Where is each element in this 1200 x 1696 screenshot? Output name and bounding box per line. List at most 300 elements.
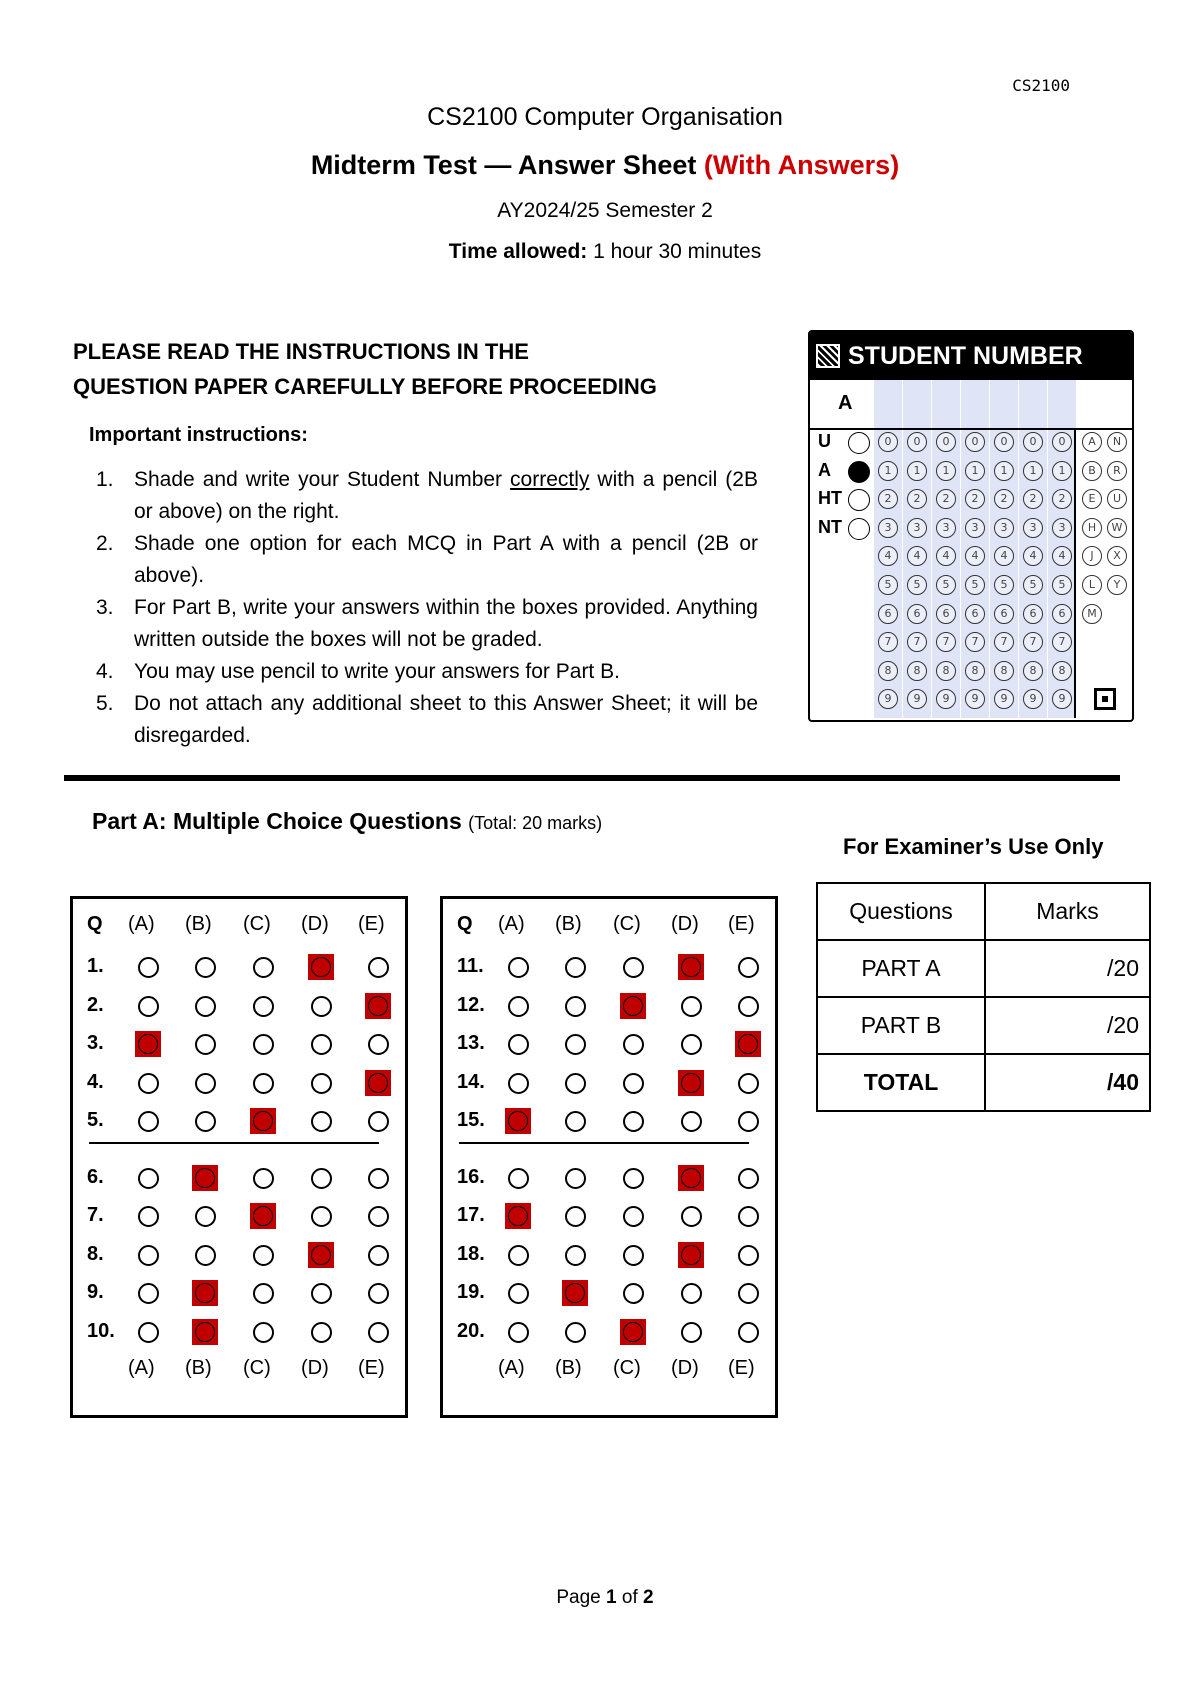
mcq-option-bubble[interactable] [195,1111,216,1132]
student-number-digit-bubble[interactable]: 1 [878,461,898,481]
examiner-col-marks: Marks [985,883,1150,940]
mcq-option-bubble[interactable] [368,1322,389,1343]
mcq-option-bubble[interactable] [738,1073,759,1094]
footer-current-page: 1 [606,1587,617,1608]
student-number-digit-bubble[interactable]: 6 [878,604,898,624]
student-number-check-bubble[interactable]: H [1082,518,1102,538]
read-instructions-line-1: PLEASE READ THE INSTRUCTIONS IN THE [73,339,529,364]
read-instructions-line-2: QUESTION PAPER CAREFULLY BEFORE PROCEEDING [73,374,657,399]
student-number-check-bubble[interactable]: E [1082,489,1102,509]
mcq-header-option: (A) [128,913,155,935]
student-number-prefix-bubble[interactable] [848,489,870,511]
mcq-answer-bubble[interactable] [678,1165,704,1191]
student-number-digit-bubble[interactable]: 1 [1023,461,1043,481]
mcq-option-bubble[interactable] [738,957,759,978]
footer-total-pages: 2 [643,1587,654,1608]
student-number-digit-bubble[interactable]: 7 [994,632,1014,652]
mcq-option-bubble[interactable] [565,957,586,978]
student-number-prefix-bubble[interactable] [848,461,870,483]
student-number-check-bubble[interactable]: B [1082,461,1102,481]
mcq-option-bubble[interactable] [681,1206,702,1227]
time-allowed-value: 1 hour 30 minutes [593,240,762,263]
mcq-answer-bubble[interactable] [678,1070,704,1096]
instruction-text: For Part B, write your answers within the boxes provided. Anything written outside the boxes will not be graded. [134,596,758,651]
mcq-answer-bubble[interactable] [735,1031,761,1057]
mcq-header-option: (D) [671,913,699,935]
examiner-col-questions: Questions [817,883,985,940]
mcq-option-bubble[interactable] [253,1073,274,1094]
mcq-option-bubble[interactable] [623,1111,644,1132]
mcq-option-bubble[interactable] [508,996,529,1017]
student-number-digit-bubble[interactable]: 8 [965,661,985,681]
mcq-option-bubble[interactable] [623,1283,644,1304]
mcq-option-bubble[interactable] [623,1168,644,1189]
mcq-option-bubble[interactable] [681,1111,702,1132]
mcq-option-bubble[interactable] [368,1283,389,1304]
mcq-option-bubble[interactable] [508,1073,529,1094]
mcq-option-bubble[interactable] [368,1111,389,1132]
mcq-option-bubble[interactable] [368,1206,389,1227]
student-number-digit-bubble[interactable]: 0 [965,432,985,452]
student-number-check-bubble[interactable]: J [1082,546,1102,566]
mcq-answer-bubble[interactable] [308,1242,334,1268]
mcq-group-divider [459,1142,749,1144]
mcq-answer-bubble[interactable] [505,1108,531,1134]
mcq-option-bubble[interactable] [565,1111,586,1132]
student-number-digit-bubble[interactable]: 2 [1052,489,1072,509]
student-number-divider [810,428,1132,430]
mcq-option-bubble[interactable] [253,1283,274,1304]
instruction-text [134,464,758,528]
examiner-row [817,1054,1150,1111]
mcq-answer-bubble[interactable] [308,954,334,980]
instructions-list [96,464,758,752]
mcq-option-bubble[interactable] [311,1206,332,1227]
examiner-row-label: PART A [817,940,985,997]
mcq-header-option: (E) [728,913,755,935]
mcq-option-bubble[interactable] [138,996,159,1017]
footer-of: of [621,1587,638,1608]
mcq-header-q: Q [457,913,473,935]
mcq-option-bubble[interactable] [681,1034,702,1055]
part-a-heading [92,808,602,835]
test-title [0,150,1200,181]
mcq-answer-bubble[interactable] [250,1108,276,1134]
student-number-check-bubble[interactable]: R [1107,461,1127,481]
mcq-panel-left [70,896,408,1418]
time-allowed-label: Time allowed: [448,240,588,263]
mcq-option-bubble[interactable] [138,1322,159,1343]
mcq-answer-bubble[interactable] [620,1319,646,1345]
mcq-question-number: 10. [87,1319,115,1342]
important-instructions-heading: Important instructions: [89,424,308,446]
mcq-option-bubble[interactable] [311,996,332,1017]
mcq-footer-option: (D) [671,1357,699,1379]
mcq-option-bubble[interactable] [253,1168,274,1189]
examiner-row-marks[interactable]: /40 [985,1054,1150,1111]
student-number-check-divider [1074,428,1076,718]
mcq-question-number: 4. [87,1070,104,1093]
student-number-digit-bubble[interactable]: 0 [1023,432,1043,452]
student-number-digit-bubble[interactable]: 6 [1023,604,1043,624]
mcq-option-bubble[interactable] [311,1283,332,1304]
mcq-question-number: 2. [87,993,104,1016]
course-title: CS2100 Computer Organisation [427,103,783,131]
student-number-digit-bubble[interactable]: 6 [965,604,985,624]
instruction-item [96,688,758,752]
mcq-option-bubble[interactable] [738,1283,759,1304]
instruction-item [96,528,758,592]
mcq-option-bubble[interactable] [368,1168,389,1189]
mcq-question-number: 6. [87,1165,104,1188]
mcq-header-option: (C) [613,913,641,935]
student-number-digit-bubble[interactable]: 6 [1052,604,1072,624]
mcq-question-number: 17. [457,1204,485,1226]
mcq-option-bubble[interactable] [508,1283,529,1304]
student-number-digit-bubble[interactable]: 5 [1023,575,1043,595]
mcq-option-bubble[interactable] [738,1206,759,1227]
mcq-question-number: 16. [457,1165,485,1188]
student-number-digit-bubble[interactable]: 0 [1052,432,1072,452]
examiner-row-label: TOTAL [817,1054,985,1111]
instruction-number: 4. [96,660,114,683]
mcq-option-bubble[interactable] [565,1073,586,1094]
student-number-digit-bubble[interactable]: 0 [907,432,927,452]
mcq-header-option: (D) [301,913,329,935]
student-number-block [808,330,1134,722]
mcq-question-number: 3. [87,1032,104,1054]
mcq-option-bubble[interactable] [368,1245,389,1266]
part-a-title: Part A: Multiple Choice Questions [92,808,462,834]
mcq-option-bubble[interactable] [508,1034,529,1055]
student-number-digit-bubble[interactable]: 3 [1052,518,1072,538]
mcq-option-bubble[interactable] [508,1322,529,1343]
instruction-text-pre: Shade and write your Student Number [134,468,511,491]
mcq-question-number: 1. [87,955,104,977]
instruction-number: 5. [96,692,114,715]
examiner-table-header [817,883,1150,940]
student-number-header [810,332,1132,380]
student-number-digit-bubble[interactable]: 8 [1052,661,1072,681]
mcq-answer-bubble[interactable] [192,1165,218,1191]
mcq-answer-bubble[interactable] [620,993,646,1019]
mcq-answer-bubble[interactable] [135,1031,161,1057]
test-title-text: Midterm Test — Answer Sheet [310,150,697,180]
instruction-text: Shade one option for each MCQ in Part A with a pencil (2B or above). [134,532,758,587]
mcq-option-bubble[interactable] [195,1034,216,1055]
mcq-option-bubble[interactable] [738,996,759,1017]
student-number-digit-bubble[interactable]: 8 [1023,661,1043,681]
mcq-header-option: (B) [555,913,582,935]
student-number-digit-bubble[interactable]: 8 [936,661,956,681]
student-number-written-prefix: A [838,392,853,414]
student-number-check-bubble[interactable]: A [1082,432,1102,452]
page-footer [0,1587,1200,1609]
mcq-option-bubble[interactable] [565,1206,586,1227]
student-number-title: STUDENT NUMBER [848,341,1083,370]
student-number-check-bubble[interactable]: W [1107,518,1127,538]
mcq-option-bubble[interactable] [195,1245,216,1266]
mcq-answer-bubble[interactable] [678,1242,704,1268]
mcq-footer-option: (D) [301,1357,329,1379]
student-number-digit-bubble[interactable]: 4 [907,546,927,566]
mcq-option-bubble[interactable] [311,1073,332,1094]
student-number-digit-bubble[interactable]: 0 [994,432,1014,452]
part-a-total: (Total: 20 marks) [468,813,603,833]
student-number-check-bubble[interactable]: U [1107,489,1127,509]
mcq-header-option: (A) [498,913,525,935]
student-number-digit-bubble[interactable]: 4 [936,546,956,566]
student-number-check-bubble[interactable]: Y [1107,575,1127,595]
instruction-underlined-word: correctly [510,468,590,491]
mcq-group-divider [89,1142,379,1144]
mcq-option-bubble[interactable] [138,1168,159,1189]
student-number-digit-bubble[interactable]: 3 [1023,518,1043,538]
mcq-question-number: 5. [87,1109,104,1131]
mcq-option-bubble[interactable] [623,957,644,978]
student-number-prefix-label: NT [818,516,842,537]
mcq-option-bubble[interactable] [311,1034,332,1055]
mcq-option-bubble[interactable] [738,1322,759,1343]
mcq-option-bubble[interactable] [195,996,216,1017]
student-number-digit-bubble[interactable]: 5 [994,575,1014,595]
student-number-digit-bubble[interactable]: 4 [1023,546,1043,566]
mcq-footer-option: (C) [613,1357,641,1379]
mcq-footer-option: (E) [728,1357,755,1379]
mcq-option-bubble[interactable] [195,957,216,978]
mcq-option-bubble[interactable] [565,996,586,1017]
student-number-check-bubble[interactable]: X [1107,546,1127,566]
examiner-table [816,882,1151,1112]
mcq-option-bubble[interactable] [508,1168,529,1189]
mcq-header-q: Q [87,913,103,935]
matrix-code-icon [816,344,840,368]
mcq-option-bubble[interactable] [565,1322,586,1343]
student-number-digit-bubble[interactable]: 3 [936,518,956,538]
mcq-option-bubble[interactable] [738,1168,759,1189]
mcq-header-option: (B) [185,913,212,935]
instruction-item [96,592,758,656]
mcq-option-bubble[interactable] [623,1245,644,1266]
student-number-digit-bubble[interactable]: 2 [907,489,927,509]
instruction-item [96,464,758,528]
mcq-option-bubble[interactable] [681,1283,702,1304]
student-number-digit-bubble[interactable]: 4 [965,546,985,566]
student-number-digit-bubble[interactable]: 3 [907,518,927,538]
student-number-check-bubble[interactable]: L [1082,575,1102,595]
mcq-option-bubble[interactable] [311,1322,332,1343]
student-number-digit-bubble[interactable]: 6 [907,604,927,624]
mcq-question-number: 20. [457,1319,485,1342]
mcq-answer-bubble[interactable] [678,954,704,980]
student-number-digit-bubble[interactable]: 5 [965,575,985,595]
student-number-digit-bubble[interactable]: 8 [907,661,927,681]
student-number-digit-bubble[interactable]: 7 [965,632,985,652]
student-number-digit-bubble[interactable]: 9 [936,689,956,709]
mcq-answer-bubble[interactable] [365,1070,391,1096]
examiner-row-marks[interactable]: /20 [985,940,1150,997]
mcq-option-bubble[interactable] [681,1322,702,1343]
mcq-question-number: 9. [87,1281,104,1303]
mcq-question-number: 18. [457,1242,485,1265]
mcq-question-number: 7. [87,1204,104,1226]
mcq-option-bubble[interactable] [623,1206,644,1227]
student-number-digit-bubble[interactable]: 2 [936,489,956,509]
mcq-option-bubble[interactable] [138,1206,159,1227]
student-number-prefix-label: HT [818,488,842,509]
student-number-prefix-bubble[interactable] [848,518,870,540]
mcq-option-bubble[interactable] [565,1245,586,1266]
student-number-digit-bubble[interactable]: 9 [878,689,898,709]
student-number-digit-bubble[interactable]: 5 [1052,575,1072,595]
mcq-question-number: 12. [457,993,485,1016]
student-number-digit-bubble[interactable]: 0 [878,432,898,452]
mcq-option-bubble[interactable] [195,1073,216,1094]
mcq-answer-bubble[interactable] [505,1203,531,1229]
mcq-footer-option: (A) [498,1357,525,1379]
mcq-option-bubble[interactable] [565,1034,586,1055]
semester: AY2024/25 Semester 2 [497,199,713,222]
student-number-digit-bubble[interactable]: 7 [907,632,927,652]
section-divider [64,775,1120,781]
student-number-digit-bubble[interactable]: 7 [936,632,956,652]
student-number-digit-bubble[interactable]: 3 [965,518,985,538]
mcq-question-number: 15. [457,1109,485,1131]
mcq-option-bubble[interactable] [253,957,274,978]
mcq-option-bubble[interactable] [253,1322,274,1343]
student-number-digit-bubble[interactable]: 4 [878,546,898,566]
student-number-check-bubble[interactable]: N [1107,432,1127,452]
student-number-digit-bubble[interactable]: 9 [965,689,985,709]
student-number-prefix-label: A [818,459,831,480]
mcq-header-option: (C) [243,913,271,935]
mcq-option-bubble[interactable] [138,957,159,978]
mcq-option-bubble[interactable] [138,1073,159,1094]
mcq-header-option: (E) [358,913,385,935]
mcq-footer-option: (E) [358,1357,385,1379]
examiner-heading: For Examiner’s Use Only [843,834,1104,859]
student-number-digit-bubble[interactable]: 1 [936,461,956,481]
mcq-question-number: 14. [457,1070,485,1093]
mcq-question-number: 11. [457,955,484,977]
instruction-item [96,656,758,688]
student-number-digit-bubble[interactable]: 7 [878,632,898,652]
student-number-digit-bubble[interactable]: 6 [994,604,1014,624]
footer-page-label: Page [556,1587,601,1608]
mcq-option-bubble[interactable] [368,957,389,978]
student-number-digit-bubble[interactable]: 9 [1023,689,1043,709]
mcq-footer-option: (C) [243,1357,271,1379]
student-number-digit-bubble[interactable]: 4 [1052,546,1072,566]
instruction-text-post: with a pencil (2B or above) on the right. [134,468,758,523]
student-number-digit-bubble[interactable]: 4 [994,546,1014,566]
time-allowed [0,240,1200,264]
mcq-option-bubble[interactable] [311,1168,332,1189]
student-number-digit-bubble[interactable]: 2 [878,489,898,509]
read-instructions-notice [73,334,657,404]
instruction-number: 1. [96,468,114,491]
student-number-digit-bubble[interactable]: 5 [878,575,898,595]
student-number-digit-bubble[interactable]: 8 [878,661,898,681]
mcq-option-bubble[interactable] [681,996,702,1017]
mcq-option-bubble[interactable] [253,1245,274,1266]
mcq-footer-option: (B) [555,1357,582,1379]
student-number-digit-bubble[interactable]: 0 [936,432,956,452]
mcq-option-bubble[interactable] [738,1245,759,1266]
instruction-text: You may use pencil to write your answers for Part B. [134,660,620,683]
mcq-answer-bubble[interactable] [365,993,391,1019]
student-number-digit-bubble[interactable]: 2 [1023,489,1043,509]
mcq-panel-right [440,896,778,1418]
with-answers-note: (With Answers) [703,150,900,180]
examiner-row-label: PART B [817,997,985,1054]
mcq-option-bubble[interactable] [368,1034,389,1055]
mcq-footer-option: (B) [185,1357,212,1379]
mcq-answer-bubble[interactable] [192,1280,218,1306]
mcq-footer-option: (A) [128,1357,155,1379]
mcq-option-bubble[interactable] [138,1245,159,1266]
student-number-digit-bubble[interactable]: 2 [965,489,985,509]
mcq-option-bubble[interactable] [623,1034,644,1055]
student-number-digit-bubble[interactable]: 1 [994,461,1014,481]
student-number-digit-bubble[interactable]: 3 [994,518,1014,538]
mcq-question-number: 8. [87,1242,104,1265]
mcq-question-number: 19. [457,1281,485,1303]
examiner-row-marks[interactable]: /20 [985,997,1150,1054]
student-number-digit-bubble[interactable]: 9 [994,689,1014,709]
instruction-number: 3. [96,596,114,619]
student-number-digit-bubble[interactable]: 7 [1023,632,1043,652]
mcq-answer-bubble[interactable] [250,1203,276,1229]
student-number-digit-bubble[interactable]: 1 [1052,461,1072,481]
mcq-option-bubble[interactable] [253,1034,274,1055]
mcq-option-bubble[interactable] [195,1206,216,1227]
course-code: CS2100 [1012,76,1070,95]
examiner-row [817,940,1150,997]
mcq-answer-bubble[interactable] [562,1280,588,1306]
student-number-digit-bubble[interactable]: 6 [936,604,956,624]
student-number-digit-bubble[interactable]: 5 [907,575,927,595]
student-number-digit-bubble[interactable]: 3 [878,518,898,538]
instruction-number: 2. [96,532,114,555]
examiner-row [817,997,1150,1054]
student-number-digit-bubble[interactable]: 1 [907,461,927,481]
mcq-option-bubble[interactable] [138,1111,159,1132]
mcq-question-number: 13. [457,1032,485,1054]
student-number-prefix-label: U [818,431,831,451]
student-number-check-bubble[interactable]: M [1082,604,1102,624]
student-number-digit-bubble[interactable]: 9 [907,689,927,709]
mcq-option-bubble[interactable] [508,1245,529,1266]
mcq-option-bubble[interactable] [253,996,274,1017]
student-number-digit-bubble[interactable]: 7 [1052,632,1072,652]
mcq-option-bubble[interactable] [508,957,529,978]
mcq-option-bubble[interactable] [311,1111,332,1132]
student-number-digit-bubble[interactable]: 8 [994,661,1014,681]
mcq-option-bubble[interactable] [623,1073,644,1094]
student-number-digit-bubble[interactable]: 1 [965,461,985,481]
instruction-text: Do not attach any additional sheet to this Answer Sheet; it will be disregarded. [134,692,758,747]
student-number-digit-bubble[interactable]: 2 [994,489,1014,509]
mcq-option-bubble[interactable] [738,1111,759,1132]
mcq-option-bubble[interactable] [565,1168,586,1189]
alignment-marker-icon [1094,688,1116,710]
mcq-answer-bubble[interactable] [192,1319,218,1345]
student-number-prefix-bubble[interactable] [848,432,870,454]
student-number-digit-bubble[interactable]: 5 [936,575,956,595]
student-number-digit-bubble[interactable]: 9 [1052,689,1072,709]
mcq-option-bubble[interactable] [138,1283,159,1304]
